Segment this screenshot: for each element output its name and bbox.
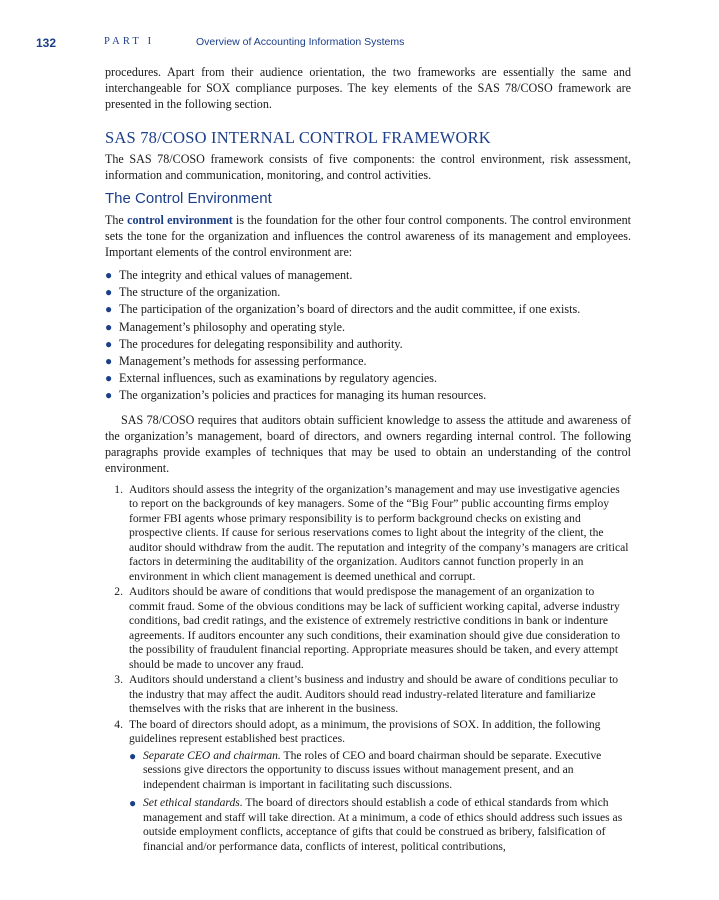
best-practice-item [129,749,631,793]
techniques-list [105,483,631,855]
para-rest: is the foundation for the other four control components. The control environment sets the tone for the organization and influences the control awareness of its management and employees. Important elements of the control environment are: [105,213,631,259]
item-number: 3. [114,673,123,687]
item-text: Auditors should understand a client’s business and industry and should be aware of conditions peculiar to the industry that may affect the audit. Auditors should read industry-related literature and familiarize themselves with the risks that are inherent in the business. [129,673,619,716]
item-number: 4. [114,717,123,731]
list-item-text: Management’s methods for assessing performance. [119,354,367,369]
section-heading: SAS 78/COSO INTERNAL CONTROL FRAMEWORK [105,128,491,147]
list-item [105,284,631,301]
bullet-icon: ● [105,388,113,403]
list-item-text: External influences, such as examinations by regulatory agencies. [119,371,438,386]
bullet-icon: ● [105,302,113,317]
best-practice-title: Set ethical standards. [143,796,243,810]
bullet-icon: ● [105,354,113,369]
list-item [105,336,631,353]
list-item [105,387,631,404]
control-elements-list [105,267,631,405]
chapter-title: Overview of Accounting Information Systems [196,36,405,48]
item-number: 2. [114,585,123,599]
page-body [105,64,631,858]
bullet-icon: ● [105,268,113,282]
control-environment-paragraph [105,212,631,260]
para-lead: The [105,213,128,227]
key-term: control environment [127,213,233,227]
bullet-icon: ● [105,371,113,386]
item-number: 1. [114,482,123,496]
bullet-icon: ● [129,748,137,763]
bullet-icon: ● [105,336,113,351]
intro-paragraph: procedures. Apart from their audience orientation, the two frameworks are essentially the same and interchangeable for SOX compliance purposes. The key elements of the SAS 78/COSO framework are presented in the following section. [105,65,631,111]
page-number: 132 [36,36,57,50]
item-text: Auditors should assess the integrity of the organization’s management and may use investigative agencies to report on the backgrounds of key managers. Some of the “Big Four” public accounting firms employ former FBI agents whose primary responsibility is to perform background checks on existing and prospective clients. If cause for serious reservations comes to light about the integrity of the client, the auditor should withdraw from the audit. The reputation and integrity of the company’s managers are critical factors in determining the auditability of the organization. Auditors cannot function properly in an environment in which client management is deemed unethical and corrupt. [129,482,629,583]
best-practices-list [129,749,631,855]
numbered-item [105,483,631,585]
item-text: Auditors should be aware of conditions that would predispose the management of an organization to commit fraud. Some of the obvious conditions may be lack of sufficient working capital, adverse industry conditions, bad credit ratings, and the existence of extremely restrictive conditions in bank or indenture agreements. If auditors encounter any such conditions, their examination should give due consideration to the possibility of fraudulent financial reporting. Appropriate measures should be taken, and every attempt should be made to uncover any fraud. [129,585,620,671]
best-practice-item [129,796,631,854]
list-item [105,370,631,387]
list-item-text: The organization’s policies and practices for managing its human resources. [119,388,487,403]
list-item [105,353,631,370]
best-practice-title: Separate CEO and chairman. [143,748,281,762]
list-item [105,319,631,336]
best-practice-text: The board of directors should establish a code of ethical standards from which management and staff will take direction. At a minimum, a code of ethics should address such issues as outside employment conflicts, acceptance of gifts that could be construed as bribery, falsification of financial and/or performance data, conflicts of interest, political contributions, [143,796,623,853]
section-paragraph: The SAS 78/COSO framework consists of five components: the control environment, risk assessment, information and communication, monitoring, and control activities. [105,152,631,182]
numbered-item [105,718,631,855]
numbered-item [105,673,631,717]
list-item-text: The procedures for delegating responsibility and authority. [119,336,403,351]
list-item-text: Management’s philosophy and operating style. [119,319,346,334]
running-header [0,36,719,50]
list-item [105,267,631,284]
bullet-icon: ● [105,285,113,300]
numbered-item [105,585,631,672]
list-item-text: The participation of the organization’s board of directors and the audit committee, if one exists. [119,302,581,317]
item-text: The board of directors should adopt, as a minimum, the provisions of SOX. In addition, the following guidelines represent established best practices. [129,717,601,746]
bullet-icon: ● [129,796,137,811]
list-item-text: The integrity and ethical values of management. [119,268,353,282]
list-item [105,301,631,318]
followup-paragraph: SAS 78/COSO requires that auditors obtain sufficient knowledge to assess the attitude and awareness of the organization’s management, board of directors, and owners regarding internal control. The following paragraphs provide examples of techniques that may be used to obtain an understanding of the control environment. [105,412,631,475]
part-label: PART I [104,36,155,47]
bullet-icon: ● [105,319,113,334]
list-item-text: The structure of the organization. [119,285,281,300]
best-practice-text: The roles of CEO and board chairman should be separate. Executive sessions give directors the opportunity to discuss issues without management present, and an independent chairman is important in facilitating such discussions. [143,748,602,791]
subsection-heading: The Control Environment [105,190,272,207]
